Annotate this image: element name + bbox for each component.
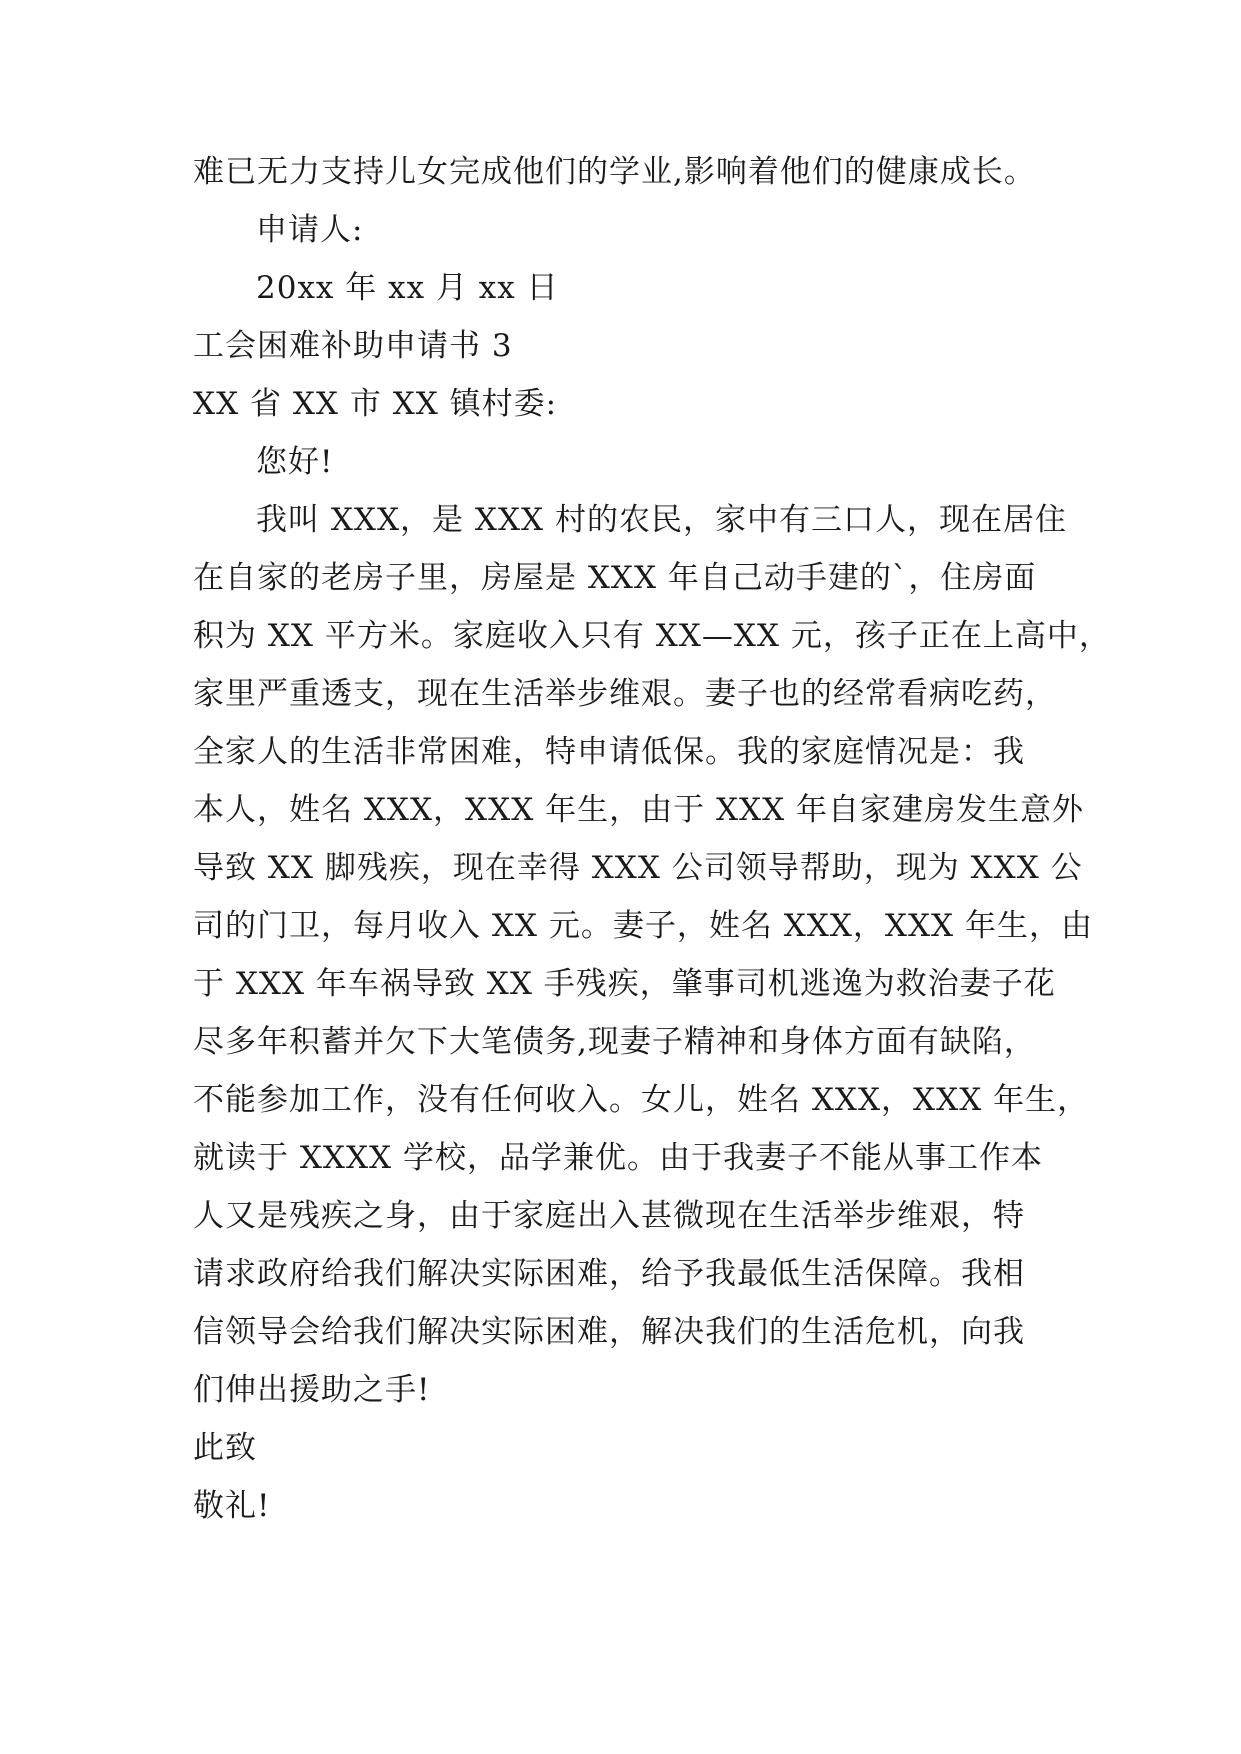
document-title: 工会困难补助申请书 3 — [193, 328, 513, 364]
paragraph-line: 信领导会给我们解决实际困难，解决我们的生活危机，向我 — [193, 1314, 1025, 1350]
paragraph-line: 就读于 XXXX 学校，品学兼优。由于我妻子不能从事工作本 — [193, 1140, 1043, 1176]
paragraph-line: 司的门卫，每月收入 XX 元。妻子，姓名 XXX，XXX 年生，由 — [193, 908, 1093, 944]
closing-line: 此致 — [193, 1430, 257, 1466]
recipient-line: XX 省 XX 市 XX 镇村委: — [193, 386, 558, 422]
paragraph-line: 们伸出援助之手! — [193, 1372, 431, 1408]
paragraph-line: 我叫 XXX，是 XXX 村的农民，家中有三口人，现在居住 — [256, 502, 1067, 538]
greeting-line: 您好! — [256, 444, 334, 480]
paragraph-line: 导致 XX 脚残疾，现在幸得 XXX 公司领导帮助，现为 XXX 公 — [193, 850, 1083, 886]
paragraph-line: 请求政府给我们解决实际困难，给予我最低生活保障。我相 — [193, 1256, 1025, 1292]
paragraph-line: 家里严重透支，现在生活举步维艰。妻子也的经常看病吃药， — [193, 676, 1057, 712]
paragraph-line: 积为 XX 平方米。家庭收入只有 XX—XX 元，孩子正在上高中， — [193, 618, 1111, 654]
applicant-label: 申请人: — [256, 212, 364, 248]
paragraph-line: 全家人的生活非常困难，特申请低保。我的家庭情况是：我 — [193, 734, 1025, 770]
paragraph-line: 于 XXX 年车祸导致 XX 手残疾，肇事司机逃逸为救治妻子花 — [193, 966, 1056, 1002]
paragraph-line: 不能参加工作，没有任何收入。女儿，姓名 XXX，XXX 年生， — [193, 1082, 1090, 1118]
salutation-line: 敬礼! — [193, 1488, 271, 1524]
paragraph-line: 本人，姓名 XXX，XXX 年生，由于 XXX 年自家建房发生意外 — [193, 792, 1085, 828]
paragraph-line: 人又是残疾之身，由于家庭出入甚微现在生活举步维艰，特 — [193, 1198, 1025, 1234]
paragraph-line: 在自家的老房子里，房屋是 XXX 年自己动手建的`，住房面 — [193, 560, 1037, 596]
paragraph-line: 难已无力支持儿女完成他们的学业,影响着他们的健康成长。 — [193, 154, 1036, 190]
date-line: 20xx 年 xx 月 xx 日 — [256, 270, 559, 306]
paragraph-line: 尽多年积蓄并欠下大笔债务,现妻子精神和身体方面有缺陷， — [193, 1024, 1036, 1060]
